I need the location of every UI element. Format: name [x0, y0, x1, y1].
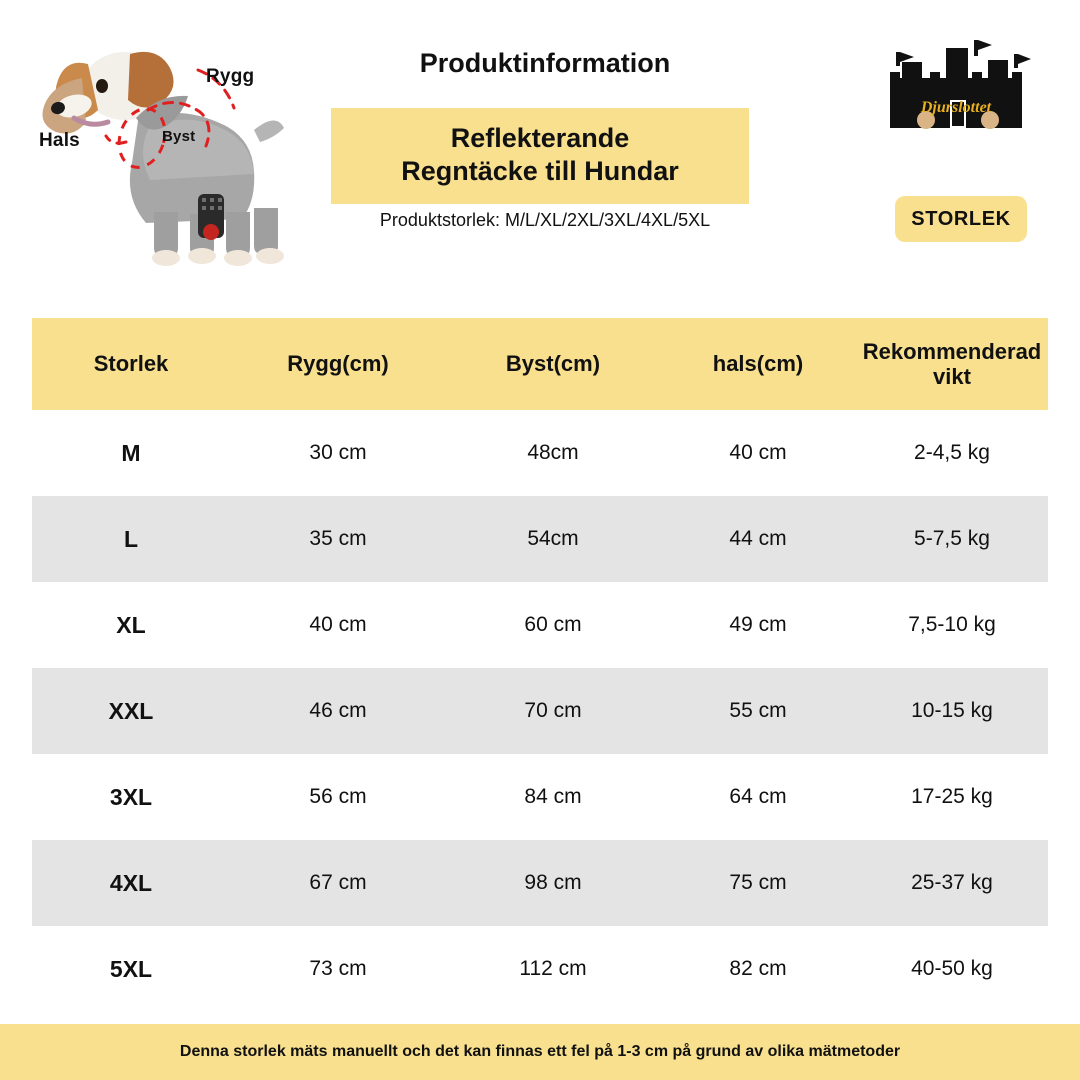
cell-back: 40 cm [309, 613, 367, 636]
callout-chest-label: Byst [162, 128, 196, 145]
callout-back-label: Rygg [206, 66, 255, 87]
cell-back: 67 cm [309, 871, 367, 894]
cell-neck: 44 cm [729, 527, 787, 550]
svg-text:Djurslottet: Djurslottet [920, 99, 992, 116]
cell-size: 4XL [109, 869, 153, 896]
table-header-rygg: Rygg(cm) [287, 351, 389, 377]
product-name-line-2: Regntäcke till Hundar [401, 155, 679, 186]
cell-neck: 75 cm [729, 871, 787, 894]
table-header-storlek: Storlek [93, 351, 169, 377]
cell-chest: 84 cm [524, 785, 582, 808]
table-header-row [32, 318, 1048, 410]
cell-size: XL [116, 611, 146, 638]
table-row [32, 840, 1048, 926]
cell-size: XXL [108, 697, 154, 724]
callout-neck-label: Hals [39, 130, 80, 151]
table-header-hals: hals(cm) [712, 351, 804, 377]
cell-weight: 7,5-10 kg [908, 613, 996, 636]
cell-back: 35 cm [309, 527, 367, 550]
cell-neck: 82 cm [729, 957, 787, 980]
cell-size: L [123, 525, 139, 552]
table-row [32, 754, 1048, 840]
product-name-line-1: Reflekterande [450, 123, 630, 153]
cell-back: 56 cm [309, 785, 367, 808]
cell-weight: 17-25 kg [911, 785, 993, 808]
table-header-byst: Byst(cm) [505, 351, 601, 377]
table-row [32, 582, 1048, 668]
cell-chest: 70 cm [524, 699, 582, 722]
cell-size: M [121, 439, 141, 466]
cell-neck: 49 cm [729, 613, 787, 636]
product-name-banner [331, 108, 749, 204]
cell-back: 73 cm [309, 957, 367, 980]
cell-back: 30 cm [309, 441, 367, 464]
castle-logo-icon [866, 34, 1046, 144]
cell-back: 46 cm [309, 699, 367, 722]
cell-neck: 55 cm [729, 699, 787, 722]
dog-illustration [30, 26, 330, 276]
cell-size: 5XL [109, 955, 153, 982]
cell-weight: 2-4,5 kg [914, 441, 990, 464]
cell-neck: 64 cm [729, 785, 787, 808]
footer-note: Denna storlek mäts manuellt och det kan finnas ett fel på 1-3 cm på grund av olika mätmetoder [0, 1024, 1080, 1080]
page-title: Produktinformation [419, 48, 671, 78]
cell-neck: 40 cm [729, 441, 787, 464]
cell-weight: 25-37 kg [911, 871, 993, 894]
table-row [32, 410, 1048, 496]
header [0, 0, 1080, 290]
product-sizes-line: Produktstorlek: M/L/XL/2XL/3XL/4XL/5XL [379, 210, 711, 230]
table-row [32, 926, 1048, 1012]
table-header-vikt: Rekommenderad vikt [862, 338, 1042, 389]
cell-chest: 60 cm [524, 613, 582, 636]
table-row [32, 668, 1048, 754]
cell-weight: 5-7,5 kg [914, 527, 990, 550]
cell-weight: 40-50 kg [911, 957, 993, 980]
cell-chest: 98 cm [524, 871, 582, 894]
cell-chest: 54cm [527, 527, 579, 550]
size-badge: STORLEK [895, 196, 1027, 242]
cell-weight: 10-15 kg [911, 699, 993, 722]
cell-chest: 48cm [527, 441, 579, 464]
cell-chest: 112 cm [519, 957, 587, 980]
size-table [32, 318, 1048, 1012]
cell-size: 3XL [109, 783, 153, 810]
brand-logo [866, 34, 1046, 144]
table-row [32, 496, 1048, 582]
